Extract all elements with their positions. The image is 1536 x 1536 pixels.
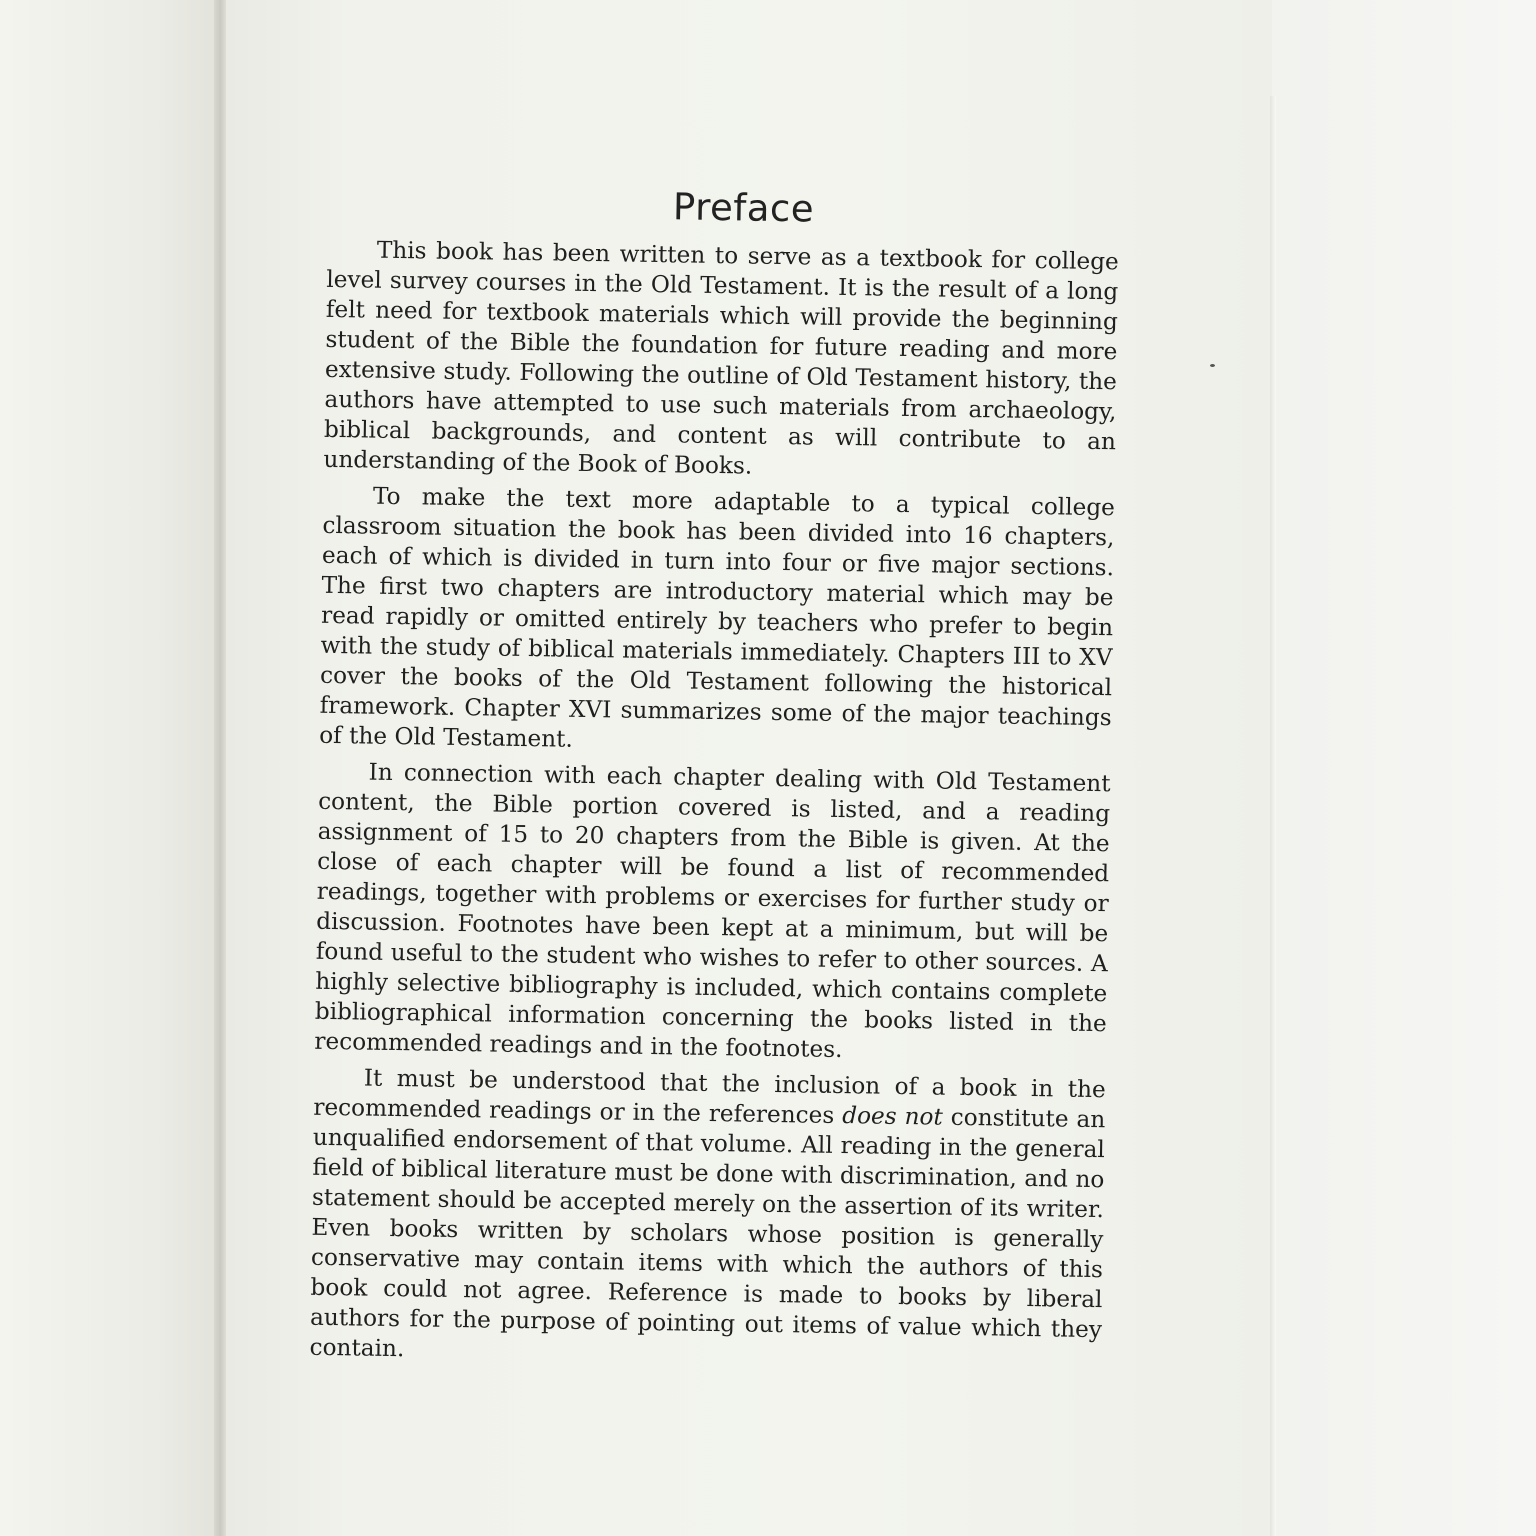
page-title: Preface — [672, 185, 815, 231]
paragraph-text-start: It must be understood that the inclusion of a book in the recommended readings or in the references — [313, 1064, 1106, 1130]
preface-text — [308, 180, 1120, 1452]
preface-paragraph-2: To make the text more adaptable to a typical college classroom situation the book has been divided into 16 chapters, each of which is divided in turn into four or five major sections. The first two chapters are introductory material which may be read rapidly or omitted entirely by teachers who prefer to begin with the study of biblical materials immediately. Chapters III to XV cover the books of the Old Testament following the historical framework. Chapter XVI summarizes some of the major teachings of the Old Testament. — [319, 482, 1116, 753]
paper-speck — [1210, 364, 1215, 367]
preface-paragraph-4 — [309, 1063, 1106, 1375]
left-page — [0, 0, 222, 1536]
preface-paragraph-1: This book has been written to serve as a textbook for college level survey courses in the Old Testament. It is the result of a long felt need for textbook materials which will provide the beginning student of the Bible the foundation for future reading and more extensive study. Following the outline of Old Testament history, the authors have attempted to use such materials from archaeology, biblical backgrounds, and content as will contribute to an understanding of the Book of Books. — [323, 236, 1119, 480]
page-edge — [1270, 96, 1276, 1536]
paragraph-text-end: constitute an unqualified endorsement of that volume. All reading in the general field of biblical literature must be done with discrimination, and no statement should be accepted merely on the assertion of its writer. Even books written by scholars whose position is generally conservative may contain items with which the authors of this book could not agree. Reference is made to books by liberal authors for the purpose of pointing out items of value which they contain. — [309, 1103, 1106, 1363]
preface-paragraph-3: In connection with each chapter dealing with Old Testament content, the Bible portion covered is listed, and a reading assignment of 15 to 20 chapters from the Bible is given. At the close of each chapter will be found a list of recommended readings, together with problems or exercises for further study or discussion. Footnotes have been kept at a minimum, but will be found useful to the student who wishes to refer to other sources. A highly selective bibliography is included, which contains complete bibliographical information concerning the books listed in the recommended readings and in the footnotes. — [314, 758, 1111, 1064]
emphasized-text: does not — [842, 1102, 944, 1131]
